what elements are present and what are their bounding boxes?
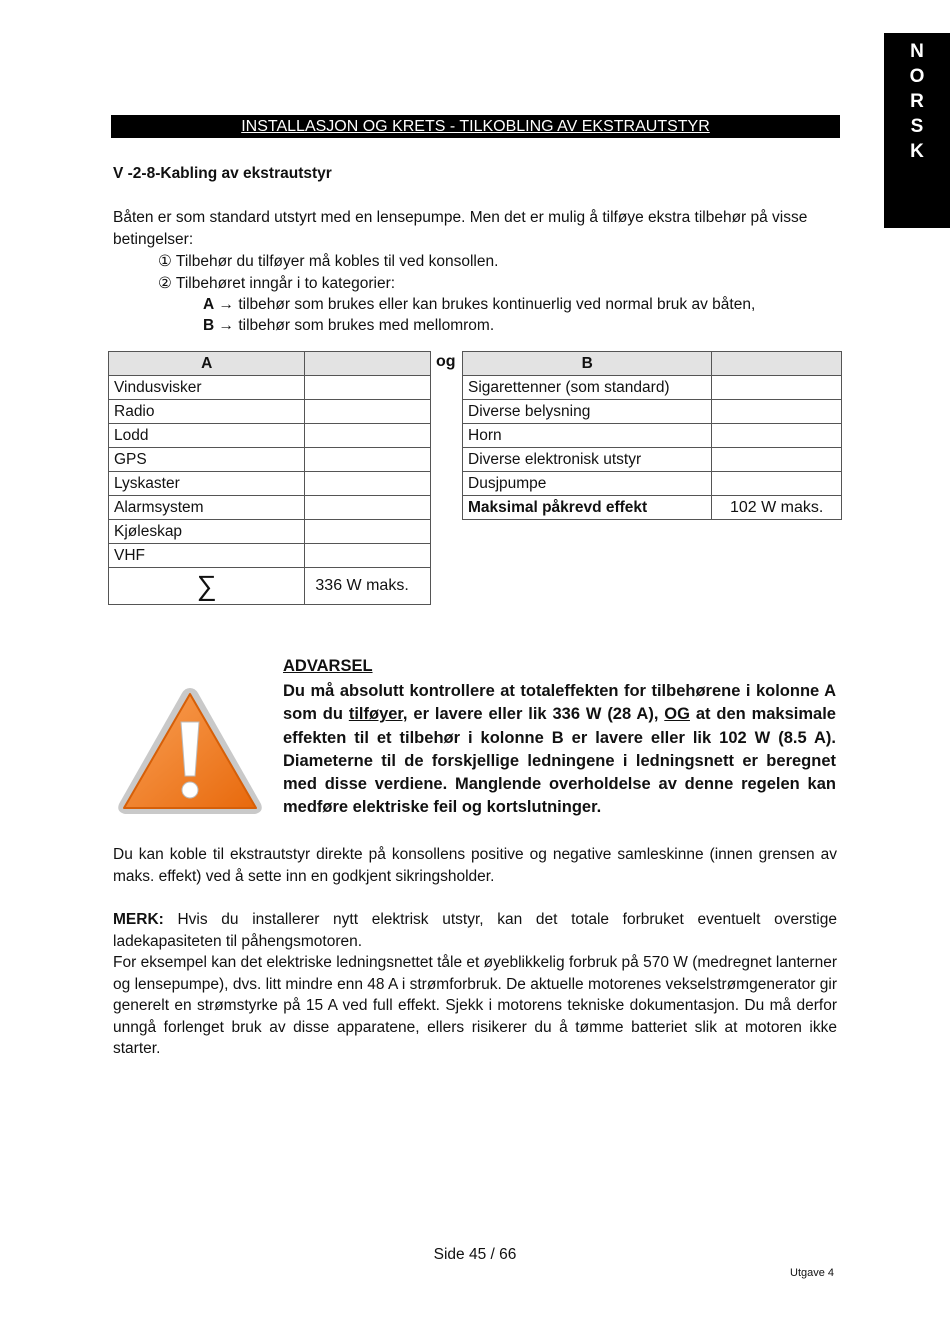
lang-letter: K <box>910 141 924 162</box>
table-a-item: Kjøleskap <box>109 520 305 544</box>
warning-text-part: at den maksimale effekten til et tilbehør i kolonne B er lavere eller lik 102 W (8.5 A). Diameterne til de forskjellige ledningene i ledningsnett er beregnet med disse verdiene. Manglende overholdelse av denne regelen kan medføre elektriske feil og kortslutninger. <box>283 705 836 817</box>
warning-text <box>283 680 836 820</box>
warning-text-underlined: tilføyer, <box>348 705 408 724</box>
table-b-item: Diverse belysning <box>463 400 712 424</box>
table-a-item: Radio <box>109 400 305 424</box>
note-paragraph <box>113 909 837 952</box>
lang-letter: R <box>910 91 924 112</box>
table-row <box>463 424 842 448</box>
table-a-item: Lyskaster <box>109 472 305 496</box>
table-b-max-label: Maksimal påkrevd effekt <box>463 496 712 520</box>
lang-letter: S <box>910 116 924 137</box>
table-a-header: A <box>109 352 305 376</box>
table-b-max-value: 102 W maks. <box>712 496 842 520</box>
category-a-text: tilbehør som brukes eller kan brukes kontinuerlig ved normal bruk av båten, <box>238 296 756 313</box>
intro-item-1: ① Tilbehør du tilføyer må kobles til ved konsollen. <box>158 253 499 270</box>
og-label: og <box>436 353 456 370</box>
note-label: MERK: <box>113 911 164 928</box>
table-header-row <box>109 352 431 376</box>
table-a-item: Alarmsystem <box>109 496 305 520</box>
lang-letter: N <box>910 41 924 62</box>
note-paragraph-2: For eksempel kan det elektriske ledningsnettet tåle et øyeblikkelig forbruk på 570 W (medregnet lanterner og lensepumpe), dvs. litt mindre enn 48 A i strømforbruk. De aktuelle motorenes vekselstrømgenerator gir generelt en strømstyrke på 15 A ved full effekt. Sjekk i motorens tekniske dokumentasjon. Du må derfor unngå forlenget bruk av disse apparatene, ellers risikerer du å tømme batteriet slik at motoren ikke starter. <box>113 954 837 1057</box>
table-header-empty <box>305 352 431 376</box>
page-number: Side 45 / 66 <box>433 1246 517 1263</box>
table-b-item: Dusjpumpe <box>463 472 712 496</box>
warning-icon <box>115 684 265 820</box>
table-row <box>109 376 431 400</box>
table-max-row <box>463 496 842 520</box>
warning-text-part: Du må absolutt kontrollere at totaleffekten for tilbehørene i kolonne A som du <box>283 682 836 724</box>
table-row <box>109 496 431 520</box>
arrow-icon: → <box>218 296 235 313</box>
table-a-item: GPS <box>109 448 305 472</box>
category-b-text: tilbehør som brukes med mellomrom. <box>238 317 495 334</box>
arrow-icon: → <box>218 317 235 334</box>
table-row <box>109 400 431 424</box>
warning-text-part: er lavere eller lik 336 W (28 A), <box>407 705 665 724</box>
table-row <box>463 448 842 472</box>
table-row <box>109 520 431 544</box>
table-a-item: Lodd <box>109 424 305 448</box>
table-row <box>109 544 431 568</box>
table-row <box>109 448 431 472</box>
table-a-item: VHF <box>109 544 305 568</box>
table-b-item: Horn <box>463 424 712 448</box>
table-row <box>463 472 842 496</box>
edition-label: Utgave 4 <box>790 1267 835 1279</box>
warning-title: ADVARSEL <box>283 657 373 675</box>
table-b-item: Sigarettenner (som standard) <box>463 376 712 400</box>
table-row <box>109 424 431 448</box>
warning-text-underlined: OG <box>664 705 690 724</box>
table-row <box>463 400 842 424</box>
category-b-letter: B <box>203 317 215 334</box>
category-a-line <box>203 294 755 315</box>
intro-item-2: ② Tilbehøret inngår i to kategorier: <box>158 275 396 292</box>
table-sum-row <box>109 568 431 605</box>
table-a-item: Vindusvisker <box>109 376 305 400</box>
chapter-title: INSTALLASJON OG KRETS - TILKOBLING AV EKSTRAUTSTYR <box>241 118 710 135</box>
table-row <box>463 376 842 400</box>
table-a-sum-value: 336 W maks. <box>305 568 431 605</box>
table-b-item: Diverse elektronisk utstyr <box>463 448 712 472</box>
intro-text: Båten er som standard utstyrt med en lensepumpe. Men det er mulig å tilføye ekstra tilbehør på visse betingelser: <box>113 209 808 248</box>
chapter-header <box>111 115 840 138</box>
category-b-line <box>203 315 494 336</box>
language-tab <box>884 33 950 228</box>
table-header-row <box>463 352 842 376</box>
lang-letter: O <box>909 66 925 87</box>
table-row <box>109 472 431 496</box>
sigma-icon: ∑ <box>109 568 305 605</box>
table-category-a <box>108 351 431 605</box>
paragraph-connection: Du kan koble til ekstrautstyr direkte på konsollens positive og negative samleskinne (innen grensen av maks. effekt) ved å sette inn en godkjent sikringsholder. <box>113 846 837 885</box>
category-a-letter: A <box>203 296 215 313</box>
table-category-b <box>462 351 842 520</box>
table-header-empty <box>712 352 842 376</box>
note-text: Hvis du installerer nytt elektrisk utstyr, kan det totale forbruket eventuelt overstige ladekapasiteten til påhengsmotoren. <box>113 911 837 950</box>
table-b-header: B <box>463 352 712 376</box>
section-title: V -2-8-Kabling av ekstrautstyr <box>113 165 332 182</box>
